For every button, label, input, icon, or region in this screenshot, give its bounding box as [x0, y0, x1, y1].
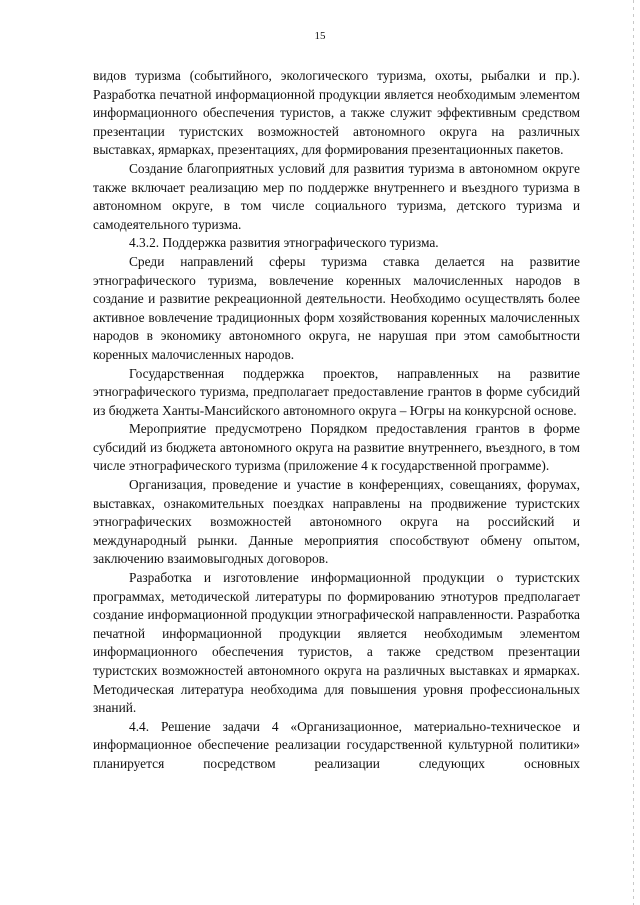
- paragraph: Государственная поддержка проектов, направленных на развитие этнографического туризма, предполагает предоставление грантов в форме субсидий из бюджета Ханты-Мансийского автономного округа – Югры на конкурсной основе.: [93, 365, 580, 418]
- paragraph: Среди направлений сферы туризма ставка делается на развитие этнографического туризма, вовлечение коренных малочисленных народов в создание и развитие рекреационной деятельности. Необходимо осуществлять более активное вовлечение традиционных форм хозяйствования коренных малочисленных народов в экономику автономного округа, не нарушая при этом самобытности коренных малочисленных народов.: [93, 253, 580, 362]
- paragraph: 4.4. Решение задачи 4 «Организационное, материально-техническое и информационное обеспечение реализации государственной культурной политики» планируется посредством реализации следующих основных: [93, 718, 580, 771]
- page-number: 15: [314, 30, 326, 42]
- document-body: [93, 67, 580, 774]
- paragraph: Организация, проведение и участие в конференциях, совещаниях, форумах, выставках, ознакомительных поездках направлены на продвижение туристских этнографических возможностей автономного округа на российский и международный рынки. Данные мероприятия способствуют обмену опытом, заключению взаимовыгодных договоров.: [93, 477, 580, 567]
- section-heading: 4.3.2. Поддержка развития этнографического туризма.: [129, 235, 439, 251]
- paragraph: Создание благоприятных условий для развития туризма в автономном округе также включает реализацию мер по поддержке внутреннего и въездного туризма в автономном округе, в том числе социального туризма, детского туризма и самодеятельного туризма.: [93, 160, 580, 232]
- page-edge-line: [633, 0, 634, 905]
- paragraph: видов туризма (событийного, экологического туризма, охоты, рыбалки и пр.). Разработка печатной информационной продукции является необходимым элементом информационного обеспечения туристов, а также служит эффективным средством презентации туристских возможностей автономного округа на различных выставках, ярмарках, презентациях, для формирования презентационных пакетов.: [93, 68, 580, 158]
- paragraph: Разработка и изготовление информационной продукции о туристских программах, методической литературы по формированию этнотуров предполагает создание информационной продукции этнографической направленности. Разработка печатной информационной продукции является необходимым элементом информационного обеспечения туристов, а также средством презентации туристских возможностей автономного округа на различных выставках и ярмарках. Методическая литература необходима для повышения уровня профессиональных знаний.: [93, 570, 580, 716]
- paragraph: Мероприятие предусмотрено Порядком предоставления грантов в форме субсидий из бюджета автономного округа на развитие внутреннего, въездного, в том числе этнографического туризма (приложение 4 к государственной программе).: [93, 421, 580, 474]
